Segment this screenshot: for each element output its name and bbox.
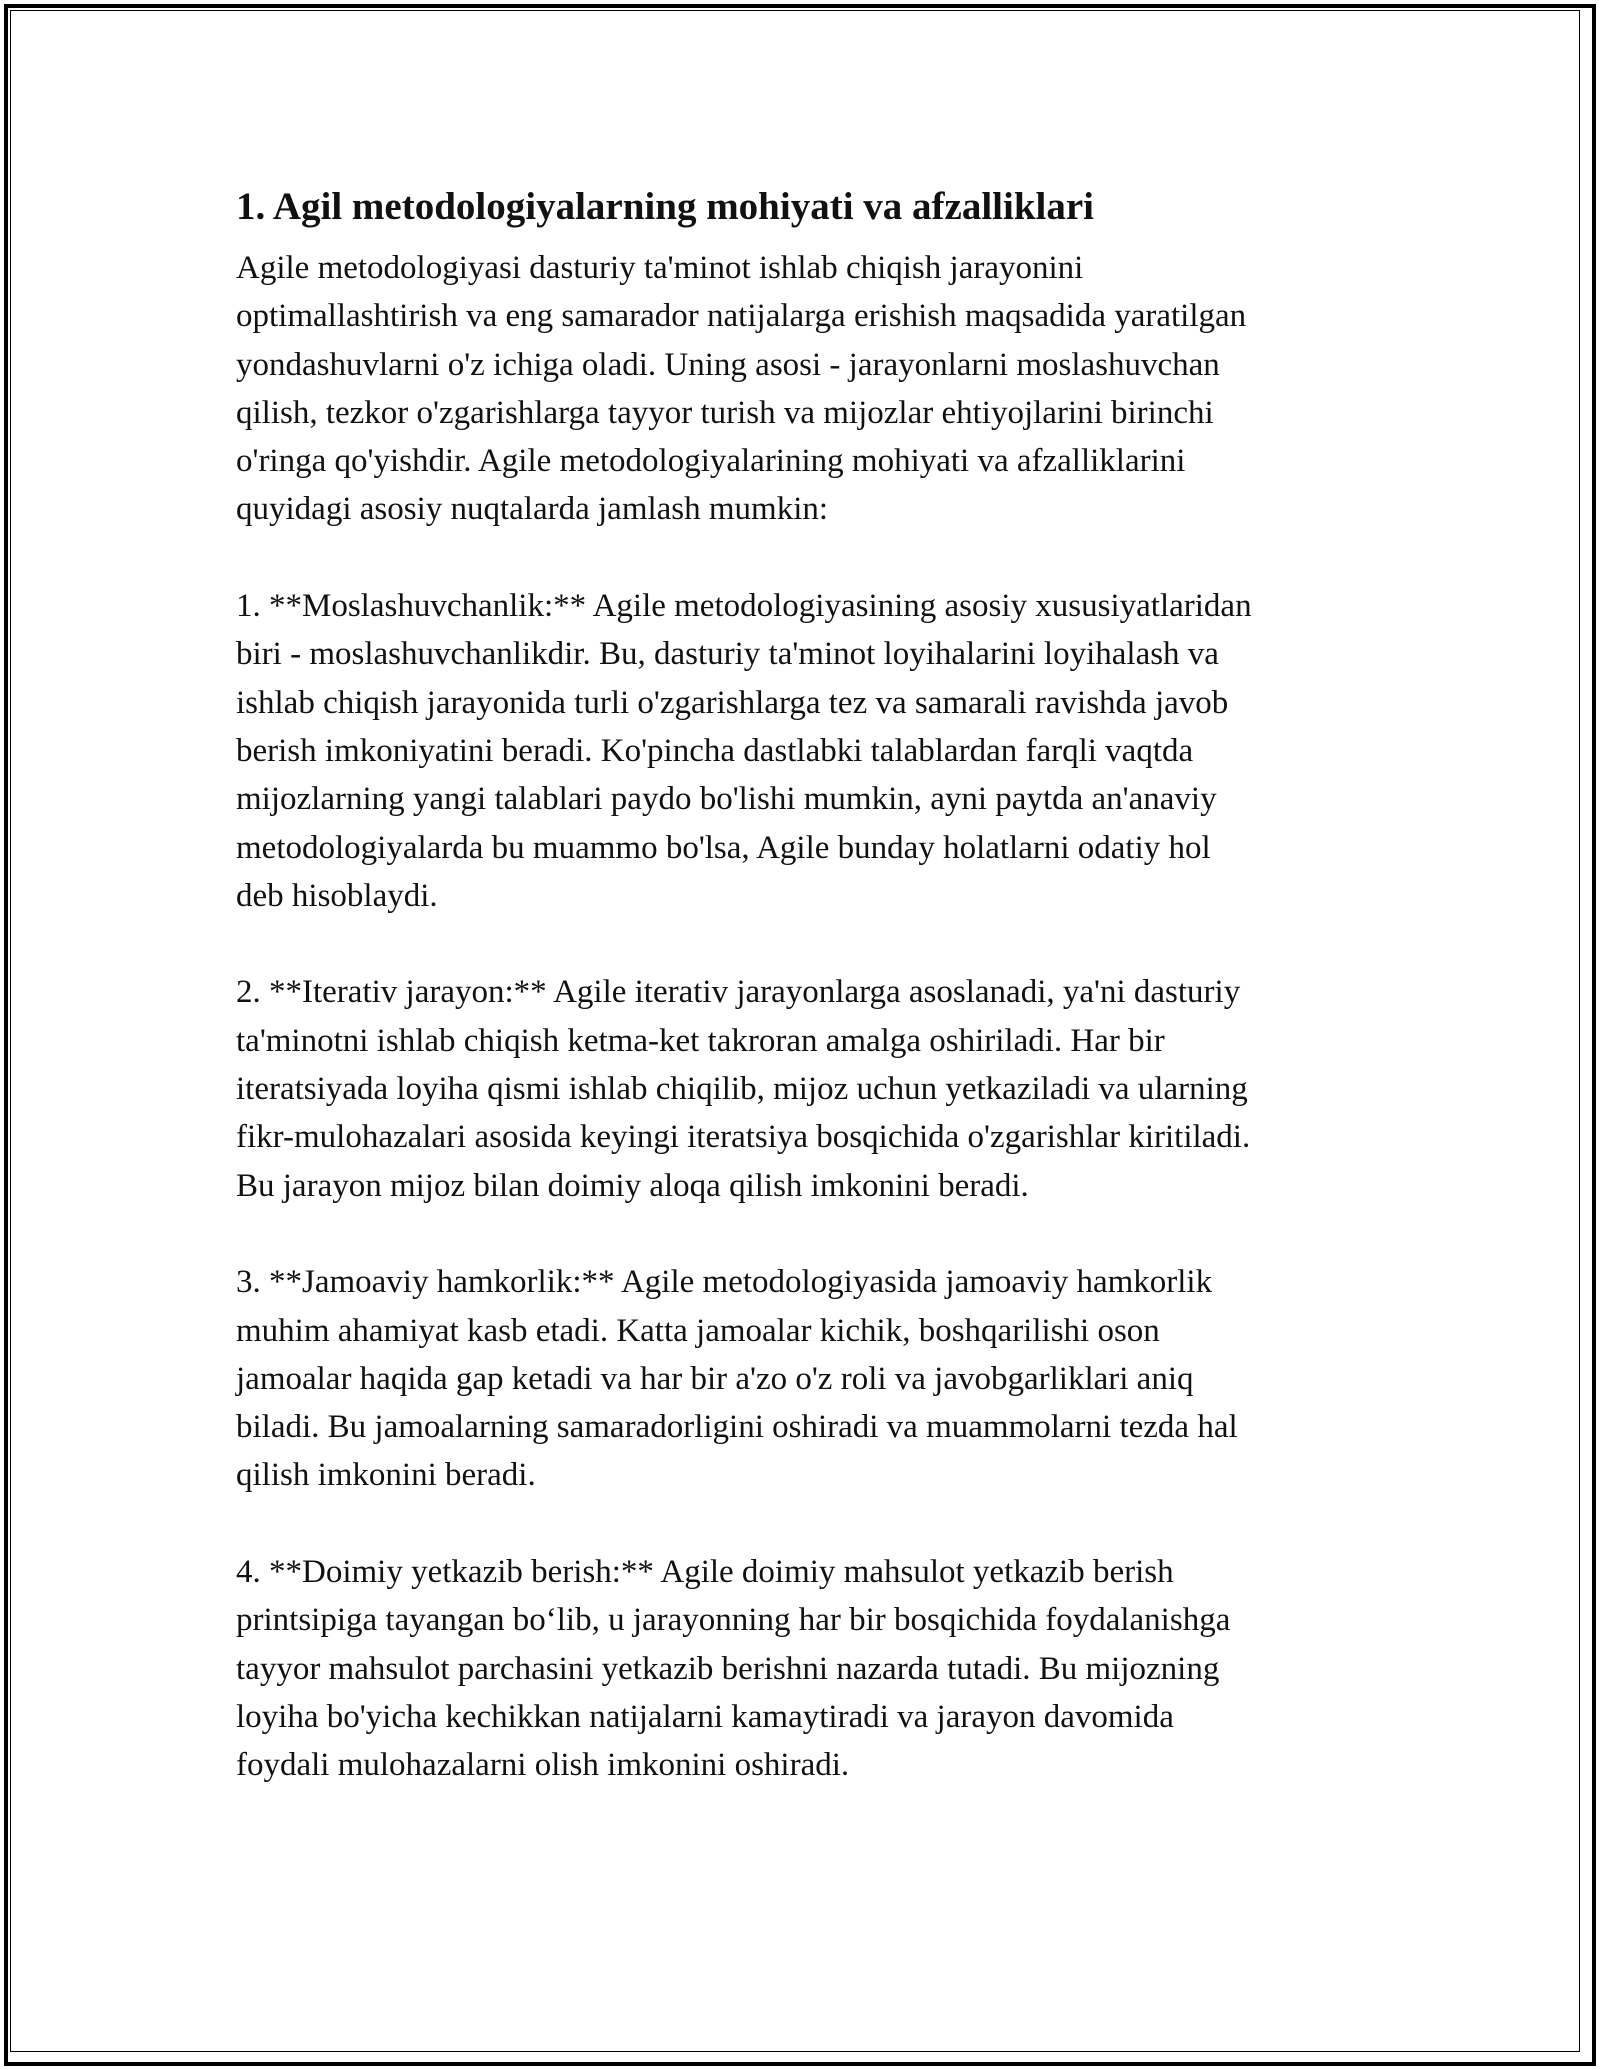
text-line: fikr-mulohazalari asosida keyingi iteratsiya bosqichida o'zgarishlar kiritiladi.: [236, 1119, 1251, 1156]
document-title: 1. Agil metodologiyalarning mohiyati va afzalliklari: [236, 185, 1094, 228]
paragraph-gap: [236, 920, 1386, 968]
text-line: quyidagi asosiy nuqtalarda jamlash mumkin:: [236, 491, 829, 528]
text-line: mijozlarning yangi talablari paydo bo'lishi mumkin, ayni paytda an'anaviy: [236, 781, 1217, 818]
text-line: Bu jarayon mijoz bilan doimiy aloqa qilish imkonini beradi.: [236, 1167, 1029, 1204]
text-line: ishlab chiqish jarayonida turli o'zgarishlarga tez va samarali ravishda javob: [236, 684, 1229, 721]
text-line: Agile metodologiyasi dasturiy ta'minot ishlab chiqish jarayonini: [236, 250, 1084, 286]
text-line: foydali mulohazalarni olish imkonini oshiradi.: [236, 1747, 850, 1784]
text-line: metodologiyalarda bu muammo bo'lsa, Agile bunday holatlarni odatiy hol: [236, 829, 1211, 866]
document-body: [236, 182, 1386, 1790]
text-line: printsipiga tayangan bo‘lib, u jarayonning har bir bosqichida foydalanishga: [236, 1602, 1231, 1639]
list-item-jamoaviy-hamkorlik: [236, 1258, 1386, 1499]
text-line: 1. **Moslashuvchanlik:** Agile metodologiyasining asosiy xususiyatlaridan: [236, 588, 1252, 625]
paragraph-gap: [236, 1500, 1386, 1548]
text-line: loyiha bo'yicha kechikkan natijalarni kamaytiradi va jarayon davomida: [236, 1698, 1174, 1735]
text-line: o'ringa qo'yishdir. Agile metodologiyalarining mohiyati va afzalliklarini: [236, 443, 1186, 480]
text-line: 4. **Doimiy yetkazib berish:** Agile doimiy mahsulot yetkazib berish: [236, 1554, 1174, 1591]
paragraph-gap: [236, 534, 1386, 582]
text-line: 3. **Jamoaviy hamkorlik:** Agile metodologiyasida jamoaviy hamkorlik: [236, 1264, 1213, 1301]
text-line: biri - moslashuvchanlikdir. Bu, dasturiy ta'minot loyihalarini loyihalash va: [236, 636, 1219, 673]
paragraph-gap: [236, 1210, 1386, 1258]
text-line: muhim ahamiyat kasb etadi. Katta jamoalar kichik, boshqarilishi oson: [236, 1312, 1160, 1349]
text-line: iteratsiyada loyiha qismi ishlab chiqilib, mijoz uchun yetkaziladi va ularning: [236, 1071, 1248, 1108]
text-line: yondashuvlarni o'z ichiga oladi. Uning asosi - jarayonlarni moslashuvchan: [236, 346, 1220, 383]
intro-paragraph: [236, 244, 1386, 534]
list-item-moslashuvchanlik: [236, 582, 1386, 920]
text-line: optimallashtirish va eng samarador natijalarga erishish maqsadida yaratilgan: [236, 298, 1247, 335]
text-line: ta'minotni ishlab chiqish ketma-ket takroran amalga oshiriladi. Har bir: [236, 1022, 1165, 1059]
text-line: berish imkoniyatini beradi. Ko'pincha dastlabki talablardan farqli vaqtda: [236, 732, 1194, 769]
text-line: jamoalar haqida gap ketadi va har bir a'zo o'z roli va javobgarliklari aniq: [236, 1360, 1194, 1397]
text-line: deb hisoblaydi.: [236, 877, 438, 914]
text-line: qilish imkonini beradi.: [236, 1457, 536, 1494]
list-item-iterativ-jarayon: [236, 968, 1386, 1209]
text-line: 2. **Iterativ jarayon:** Agile iterativ jarayonlarga asoslanadi, ya'ni dasturiy: [236, 974, 1241, 1011]
text-line: qilish, tezkor o'zgarishlarga tayyor turish va mijozlar ehtiyojlarini birinchi: [236, 394, 1214, 431]
list-item-doimiy-yetkazib-berish: [236, 1548, 1386, 1789]
text-line: tayyor mahsulot parchasini yetkazib berishni nazarda tutadi. Bu mijozning: [236, 1650, 1220, 1687]
text-line: biladi. Bu jamoalarning samaradorligini oshiradi va muammolarni tezda hal: [236, 1409, 1238, 1446]
